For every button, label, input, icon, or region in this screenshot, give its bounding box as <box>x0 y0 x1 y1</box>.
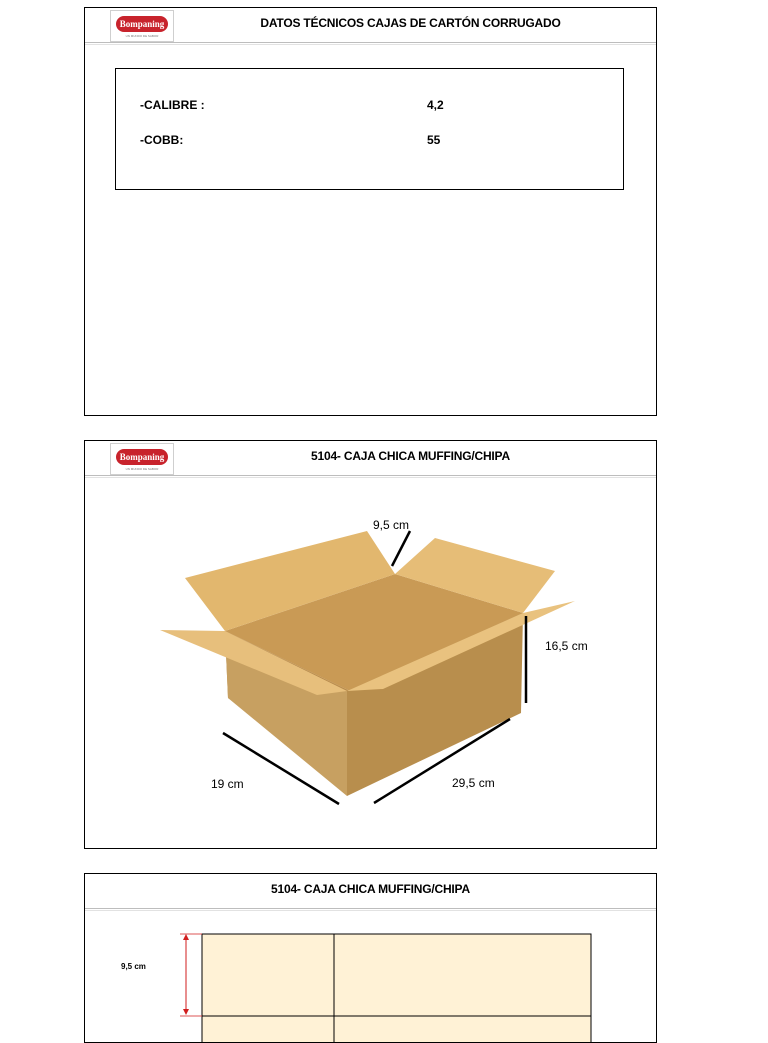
sheet-title: 5104- CAJA CHICA MUFFING/CHIPA <box>271 882 470 896</box>
logo-tagline: UN MUNDO DE SABOR <box>125 34 159 38</box>
spec-label-cobb: -COBB: <box>140 133 184 147</box>
spec-value-calibre: 4,2 <box>427 98 444 112</box>
spec-value-cobb: 55 <box>427 133 441 147</box>
header-divider-shadow <box>85 44 656 45</box>
sheet-technical-data <box>84 7 657 416</box>
logo-tagline: UN MUNDO DE SABOR <box>125 467 159 471</box>
dim-length-label: 29,5 cm <box>452 776 495 790</box>
dim-flap-label: 9,5 cm <box>373 518 410 532</box>
flat-panel-outline <box>202 934 591 1042</box>
sheet-box-flat <box>84 873 657 1043</box>
dim-arrowhead-bottom <box>183 1009 189 1015</box>
company-logo <box>110 10 174 42</box>
sheet-title: 5104- CAJA CHICA MUFFING/CHIPA <box>311 449 510 463</box>
dim-flap-label: 9,5 cm <box>121 962 146 971</box>
sheet-title: DATOS TÉCNICOS CAJAS DE CARTÓN CORRUGADO <box>260 16 561 30</box>
logo-badge: Bompaning <box>116 449 168 465</box>
spec-box <box>115 68 624 190</box>
spec-label-calibre: -CALIBRE : <box>140 98 205 112</box>
dim-height-label: 16,5 cm <box>545 639 588 653</box>
logo-badge: Bompaning <box>116 16 168 32</box>
dim-width-label: 19 cm <box>211 777 244 791</box>
dim-line-flap <box>392 531 410 566</box>
dim-arrowhead-top <box>183 934 189 940</box>
flat-pattern-drawing <box>85 874 656 1042</box>
header-divider <box>85 42 656 43</box>
sheet-box-3d <box>84 440 657 849</box>
